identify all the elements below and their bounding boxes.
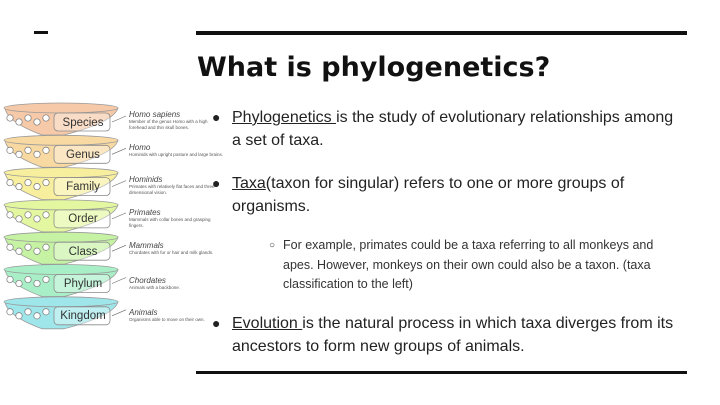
example-desc: Chordates with fur or hair and milk glands. xyxy=(129,250,214,255)
bullet-rest: is the natural process in which taxa diverges from its ancestors to form new groups of animals. xyxy=(232,315,674,355)
example-desc: Member of the genus Homo with a high forehead and thin skull bones. xyxy=(129,119,208,130)
organism-dot xyxy=(34,119,40,125)
organism-dot xyxy=(43,147,49,153)
example-kingdom xyxy=(129,308,224,323)
organism-dot xyxy=(16,280,22,286)
example-name: Homo xyxy=(129,143,151,152)
example-desc: Hominids with upright posture and large brains. xyxy=(129,152,224,157)
bullet-dot: ● xyxy=(212,175,221,191)
sub-bullet-circle: ○ xyxy=(269,240,276,251)
organism-dot xyxy=(34,216,40,222)
organism-dot xyxy=(7,147,13,153)
example-name: Animals xyxy=(129,308,158,317)
organism-dot xyxy=(16,183,22,189)
organism-dot xyxy=(25,309,31,315)
slide-title: What is phylogenetics? xyxy=(197,52,551,83)
organism-dot xyxy=(7,212,13,218)
bullet-text xyxy=(232,172,677,218)
organism-dot xyxy=(34,248,40,254)
example-family xyxy=(129,175,224,195)
connector-line xyxy=(112,278,126,284)
example-name: Hominids xyxy=(129,175,163,184)
organism-dot xyxy=(43,179,49,185)
organism-dot xyxy=(34,183,40,189)
organism-dot xyxy=(16,248,22,254)
example-genus xyxy=(129,143,224,158)
corner-dash xyxy=(34,31,48,34)
example-phylum xyxy=(129,276,224,291)
bullet-evolution xyxy=(212,312,677,358)
bullet-dot: ● xyxy=(212,109,221,125)
example-name: Chordates xyxy=(129,276,166,285)
bullet-text xyxy=(232,106,677,152)
rank-label-species: Species xyxy=(62,117,104,129)
connector-line xyxy=(112,310,126,316)
term-phylogenetics: Phylogenetics xyxy=(232,109,337,126)
organism-dot xyxy=(43,244,49,250)
organism-dot xyxy=(7,309,13,315)
bullet-dot: ● xyxy=(212,315,221,331)
rank-label-genus: Genus xyxy=(66,149,100,161)
example-desc: Animals with a backbone. xyxy=(129,285,181,290)
connector-line xyxy=(112,181,126,187)
organism-dot xyxy=(25,115,31,121)
organism-dot xyxy=(7,115,13,121)
bullet-phylogenetics xyxy=(212,106,677,152)
organism-dot xyxy=(43,309,49,315)
organism-dot xyxy=(7,179,13,185)
connector-line xyxy=(112,116,126,122)
term-evolution: Evolution xyxy=(232,315,303,332)
example-species xyxy=(129,110,224,130)
connector-line xyxy=(112,148,126,154)
example-desc: Mammals with collar bones and grasping fingers. xyxy=(129,217,211,228)
organism-dot xyxy=(16,119,22,125)
organism-dot xyxy=(43,212,49,218)
organism-dot xyxy=(34,280,40,286)
rank-label-phylum: Phylum xyxy=(63,278,103,290)
sub-bullet-example xyxy=(269,236,684,295)
organism-dot xyxy=(16,151,22,157)
connector-line xyxy=(112,213,126,219)
sub-bullet-text: For example, primates could be a taxa referring to all monkeys and apes. However, monkeys on their own could also be a taxon. (taxa classification to the left) xyxy=(283,238,654,291)
organism-dot xyxy=(16,313,22,319)
term-taxa: Taxa xyxy=(232,175,266,192)
rank-label-class: Class xyxy=(68,246,98,258)
organism-dot xyxy=(7,244,13,250)
example-class xyxy=(129,241,224,256)
organism-dot xyxy=(16,216,22,222)
example-desc: Primates with relatively flat faces and three-dimensional vision. xyxy=(129,184,217,195)
organism-dot xyxy=(43,276,49,282)
rank-label-family: Family xyxy=(66,181,100,193)
example-name: Primates xyxy=(129,208,161,217)
taxonomy-diagram xyxy=(2,96,224,346)
organism-dot xyxy=(25,276,31,282)
organism-dot xyxy=(34,151,40,157)
bullet-rest: is the study of evolutionary relationships among a set of taxa. xyxy=(232,109,674,149)
example-desc: Organisms able to move on their own. xyxy=(129,317,205,322)
rank-label-order: Order xyxy=(68,213,98,225)
top-rule xyxy=(196,31,687,35)
example-name: Mammals xyxy=(129,241,164,250)
example-order xyxy=(129,208,224,228)
organism-dot xyxy=(25,244,31,250)
rank-label-kingdom: Kingdom xyxy=(60,310,106,322)
organism-dot xyxy=(25,212,31,218)
organism-dot xyxy=(34,313,40,319)
connector-line xyxy=(112,245,126,251)
organism-dot xyxy=(25,179,31,185)
bullet-text xyxy=(232,312,677,358)
bullet-rest: (taxon for singular) refers to one or more groups of organisms. xyxy=(232,175,625,215)
organism-dot xyxy=(43,115,49,121)
organism-dot xyxy=(25,147,31,153)
example-name: Homo sapiens xyxy=(129,110,181,119)
bottom-rule xyxy=(196,371,687,374)
bullet-taxa xyxy=(212,172,677,218)
organism-dot xyxy=(7,276,13,282)
